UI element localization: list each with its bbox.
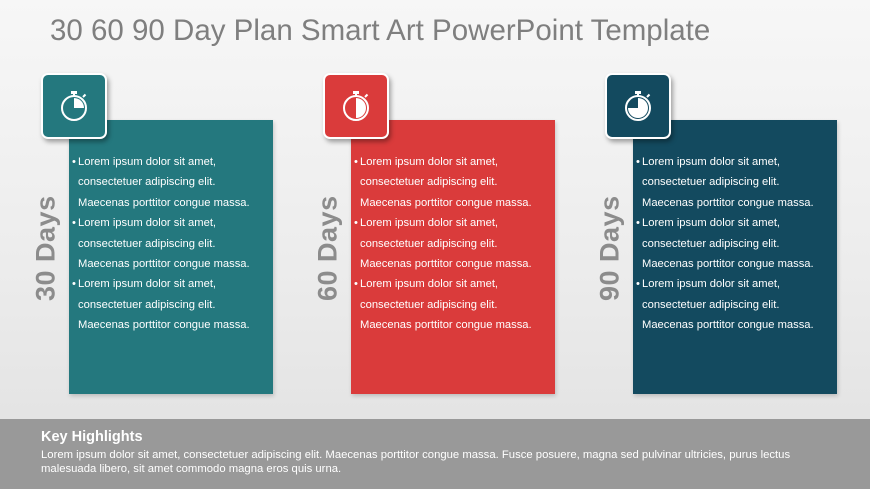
days-label: 30 Days xyxy=(30,195,61,301)
bullet-list xyxy=(356,152,561,336)
list-item: • Lorem ipsum dolor sit amet, consectetuer adipiscing elit. Maecenas porttitor congue massa. xyxy=(356,152,561,213)
list-item: • Lorem ipsum dolor sit amet, consectetuer adipiscing elit. Maecenas porttitor congue massa. xyxy=(638,152,843,213)
list-item: • Lorem ipsum dolor sit amet, consectetuer adipiscing elit. Maecenas porttitor congue massa. xyxy=(74,213,279,274)
footer-title: Key Highlights xyxy=(41,429,143,445)
bullet-list xyxy=(74,152,279,336)
days-label: 60 Days xyxy=(312,195,343,301)
days-label: 90 Days xyxy=(594,195,625,301)
stopwatch-half-icon xyxy=(323,73,389,139)
plan-column-90 xyxy=(564,0,864,420)
list-item: • Lorem ipsum dolor sit amet, consectetuer adipiscing elit. Maecenas porttitor congue massa. xyxy=(638,274,843,335)
plan-column-30 xyxy=(0,0,300,420)
footer-text: Lorem ipsum dolor sit amet, consectetuer adipiscing elit. Maecenas porttitor congue massa. Fusce posuere, magna sed pulvinar ultricies, purus lectus malesuada libero, sit amet commodo magna eros quis urna. xyxy=(41,449,791,475)
slide-title: 30 60 90 Day Plan Smart Art PowerPoint Template xyxy=(50,14,711,47)
list-item: • Lorem ipsum dolor sit amet, consectetuer adipiscing elit. Maecenas porttitor congue massa. xyxy=(356,213,561,274)
stopwatch-three-quarter-icon xyxy=(605,73,671,139)
list-item: • Lorem ipsum dolor sit amet, consectetuer adipiscing elit. Maecenas porttitor congue massa. xyxy=(638,213,843,274)
key-highlights-footer xyxy=(0,419,870,489)
list-item: • Lorem ipsum dolor sit amet, consectetuer adipiscing elit. Maecenas porttitor congue massa. xyxy=(74,152,279,213)
list-item: • Lorem ipsum dolor sit amet, consectetuer adipiscing elit. Maecenas porttitor congue massa. xyxy=(74,274,279,335)
plan-column-60 xyxy=(282,0,582,420)
list-item: • Lorem ipsum dolor sit amet, consectetuer adipiscing elit. Maecenas porttitor congue massa. xyxy=(356,274,561,335)
stopwatch-quarter-icon xyxy=(41,73,107,139)
bullet-list xyxy=(638,152,843,336)
